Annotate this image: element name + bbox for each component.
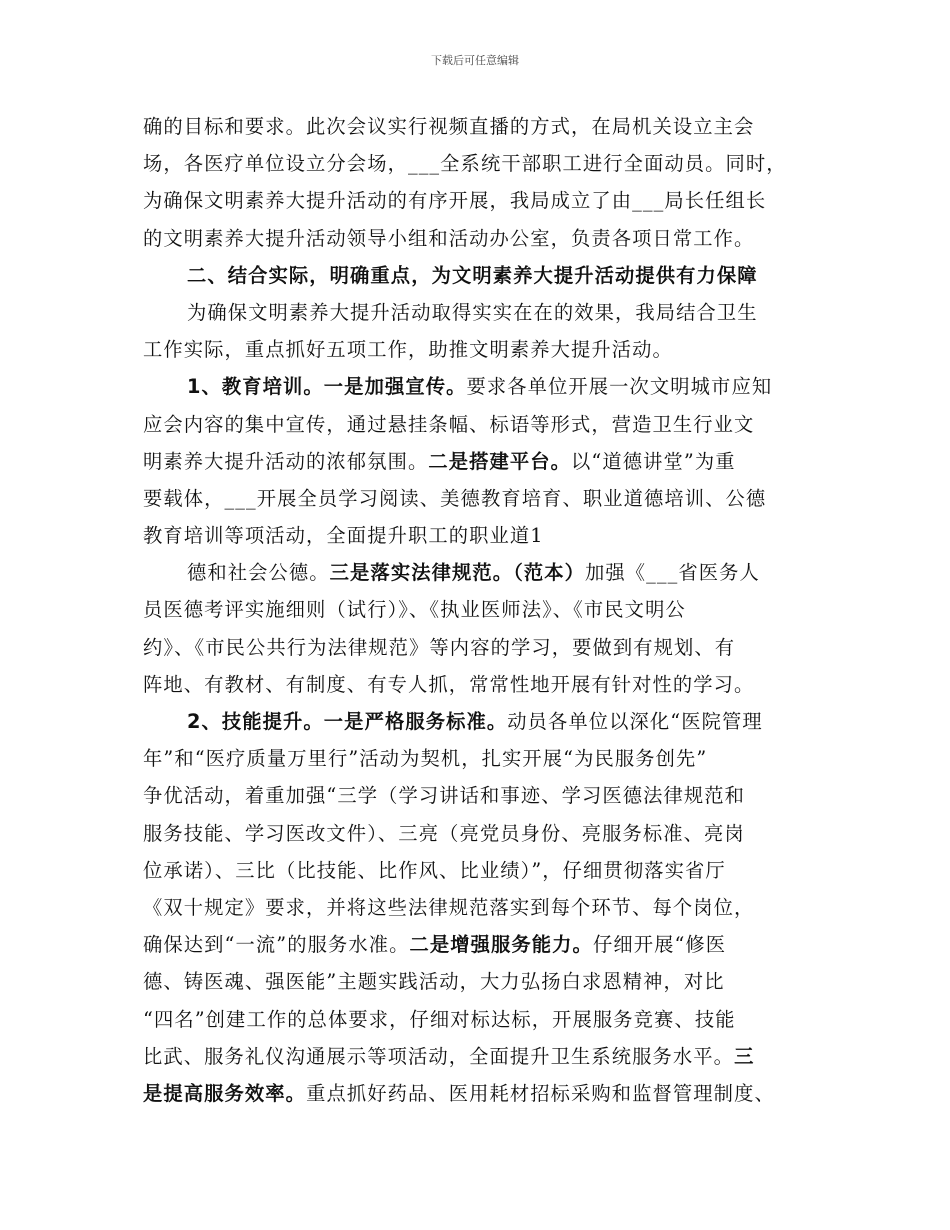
text-line	[143, 182, 823, 219]
text-line	[143, 777, 823, 814]
text-run: 阵地、有教材、有制度、有专人抓，常常性地开展有针对性的学习。	[143, 672, 755, 696]
text-line	[143, 443, 823, 480]
bold-text-run: 二、结合实际，明确重点，为文明素养大提升活动提供有力保障	[187, 263, 758, 287]
text-run: 确保达到“一流”的服务水准。	[143, 933, 410, 957]
text-line	[143, 629, 823, 666]
text-line	[143, 963, 823, 1000]
text-run: 明素养大提升活动的浓郁氛围。	[143, 449, 429, 473]
text-line	[143, 331, 823, 368]
text-line	[143, 257, 823, 294]
text-run: 工作实际，重点抓好五项工作，助推文明素养大提升活动。	[143, 338, 673, 362]
text-line	[143, 703, 823, 740]
text-line	[143, 554, 823, 591]
text-run: 要载体，___开展全员学习阅读、美德教育培育、职业道德培训、公德	[143, 486, 767, 510]
bold-text-run: 2、技能提升。一是严格服务标准。	[187, 710, 508, 733]
bold-text-run: 三是落实法律规范。（范本）	[329, 561, 585, 585]
text-line	[143, 220, 823, 257]
page-header: 下载后可任意编辑	[431, 54, 519, 67]
text-run: 位承诺）、三比（比技能、比作风、比业绩）”，仔细贯彻落实省厅	[143, 858, 726, 882]
text-run: 比武、服务礼仪沟通展示等项活动，全面提升卫生系统服务水平。	[143, 1044, 735, 1068]
text-line	[143, 1001, 823, 1038]
text-line	[143, 406, 823, 443]
bold-text-run: 二是搭建平台。	[428, 449, 572, 473]
text-run: 仔细开展“修医	[592, 933, 727, 957]
text-run: 应会内容的集中宣传，通过悬挂条幅、标语等形式，营造卫生行业文	[143, 412, 755, 436]
text-line	[143, 815, 823, 852]
text-run: 约》、《市民公共行为法律规范》等内容的学习，要做到有规划、有	[143, 635, 736, 659]
text-line	[143, 740, 823, 777]
text-run: 场，各医疗单位设立分会场，___全系统干部职工进行全面动员。同时，	[143, 152, 787, 176]
text-line	[143, 1075, 823, 1112]
text-run: 确的目标和要求。此次会议实行视频直播的方式，在局机关设立主会	[143, 115, 755, 138]
text-run: “四名”创建工作的总体要求，仔细对标达标，开展服务竞赛、技能	[143, 1007, 736, 1031]
text-line	[143, 480, 823, 517]
text-run: 年”和“医疗质量万里行”活动为契机，扎实开展“为民服务创先”	[143, 747, 708, 771]
text-line	[143, 108, 823, 145]
text-line	[143, 926, 823, 963]
bold-text-run: 是提高服务效率。	[143, 1081, 307, 1105]
text-line	[143, 145, 823, 182]
text-run: 教育培训等项活动，全面提升职工的职业道1	[143, 524, 544, 548]
text-line	[143, 1038, 823, 1075]
text-line	[143, 666, 823, 703]
text-run: 德和社会公德。	[187, 561, 330, 585]
text-run: 动员各单位以深化“医院管理	[507, 710, 763, 733]
text-run: 服务技能、学习医改文件）、三亮（亮党员身份、亮服务标准、亮岗	[143, 821, 745, 845]
bold-text-run: 1、教育培训。一是加强宣传。	[187, 375, 467, 399]
text-line	[143, 852, 823, 889]
text-run: 为确保文明素养大提升活动的有序开展，我局成立了由___局长任组长	[143, 189, 767, 213]
bold-text-run: 三	[734, 1044, 755, 1068]
text-run: 德、铸医魂、强医能”主题实践活动，大力弘扬白求恩精神，对比	[143, 970, 725, 994]
text-run: 的文明素养大提升活动领导小组和活动办公室，负责各项日常工作。	[143, 226, 755, 250]
text-run: 重点抓好药品、医用耗材招标采购和监督管理制度、	[306, 1081, 775, 1105]
text-line	[143, 591, 823, 628]
text-run: 争优活动，着重加强“三学（学习讲话和事迹、学习医德法律规范和	[143, 784, 746, 808]
text-line	[143, 368, 823, 405]
text-line	[143, 889, 823, 926]
text-run: 以“道德讲堂”为重	[571, 449, 736, 473]
text-run: 《双十规定》要求，并将这些法律规范落实到每个环节、每个岗位，	[143, 895, 755, 919]
text-run: 为确保文明素养大提升活动取得实实在在的效果，我局结合卫生	[187, 300, 758, 324]
text-line	[143, 294, 823, 331]
text-run: 员医德考评实施细则（试行）》、《执业医师法》、《市民文明公	[143, 598, 686, 622]
bold-text-run: 二是增强服务能力。	[409, 933, 593, 957]
text-run: 要求各单位开展一次文明城市应知	[466, 375, 773, 399]
text-run: 加强《___省医务人	[584, 561, 760, 585]
document-body	[143, 108, 823, 1112]
text-line	[143, 517, 823, 554]
